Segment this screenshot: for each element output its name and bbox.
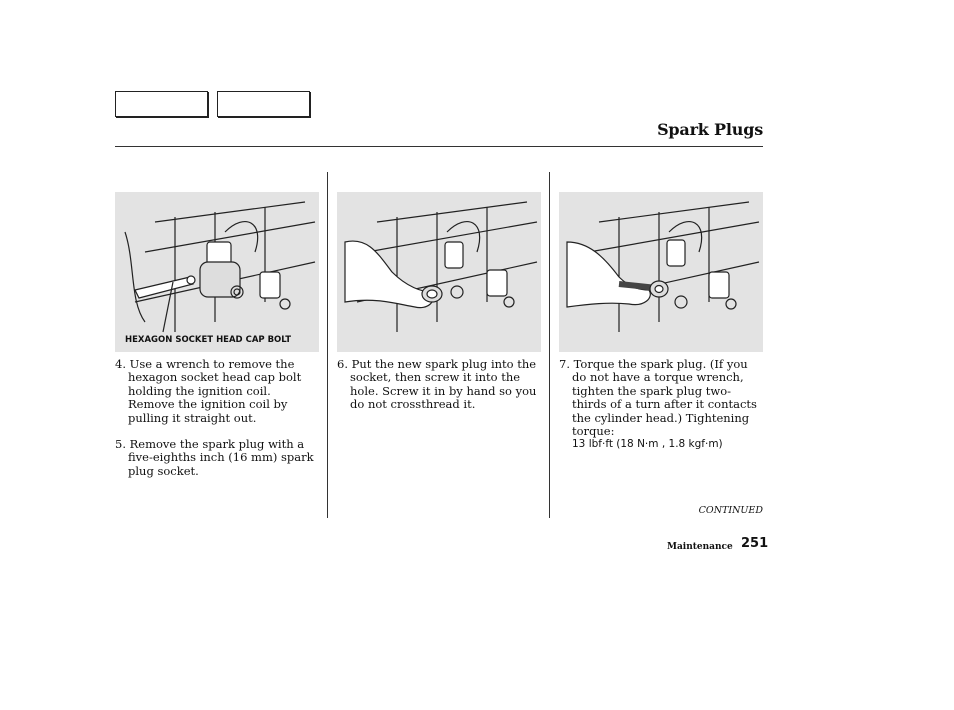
figure-remove-coil	[115, 192, 319, 352]
steps-column-3	[559, 358, 765, 452]
column-divider-1	[327, 172, 328, 518]
step-4-text: 4. Use a wrench to remove the hexagon socket head cap bolt holding the ignition coil. Remove the ignition coil by pulling it straight out.	[115, 357, 302, 425]
figure-install-plug	[337, 192, 541, 352]
page-title: Spark Plugs	[657, 120, 763, 139]
title-rule	[115, 146, 763, 147]
step-7-text: 7. Torque the spark plug. (If you do not have a torque wrench, tighten the spark plug two-thirds of a turn after it contacts the cylinder head.) Tightening torque:	[559, 357, 757, 439]
nav-tab-2[interactable]	[217, 91, 310, 117]
hand-socket-illustration	[337, 192, 541, 352]
figure-torque-plug	[559, 192, 763, 352]
continued-label: CONTINUED	[698, 505, 763, 516]
figure-callout: HEXAGON SOCKET HEAD CAP BOLT	[125, 335, 292, 345]
engine-coil-illustration	[115, 192, 319, 352]
torque-spec: 13 lbf·ft (18 N·m , 1.8 kgf·m)	[572, 438, 723, 451]
column-divider-2	[549, 172, 550, 518]
steps-column-1	[115, 358, 317, 478]
steps-column-2	[337, 358, 541, 412]
step-5-text: 5. Remove the spark plug with a five-eighths inch (16 mm) spark plug socket.	[115, 437, 314, 478]
page-number: 251	[741, 536, 769, 551]
nav-tab-1[interactable]	[115, 91, 208, 117]
step-6-text: 6. Put the new spark plug into the socket, then screw it into the hole. Screw it in by hand so you do not crossthread it.	[337, 357, 537, 412]
section-label: Maintenance	[667, 542, 733, 552]
hand-wrench-illustration	[559, 192, 763, 352]
